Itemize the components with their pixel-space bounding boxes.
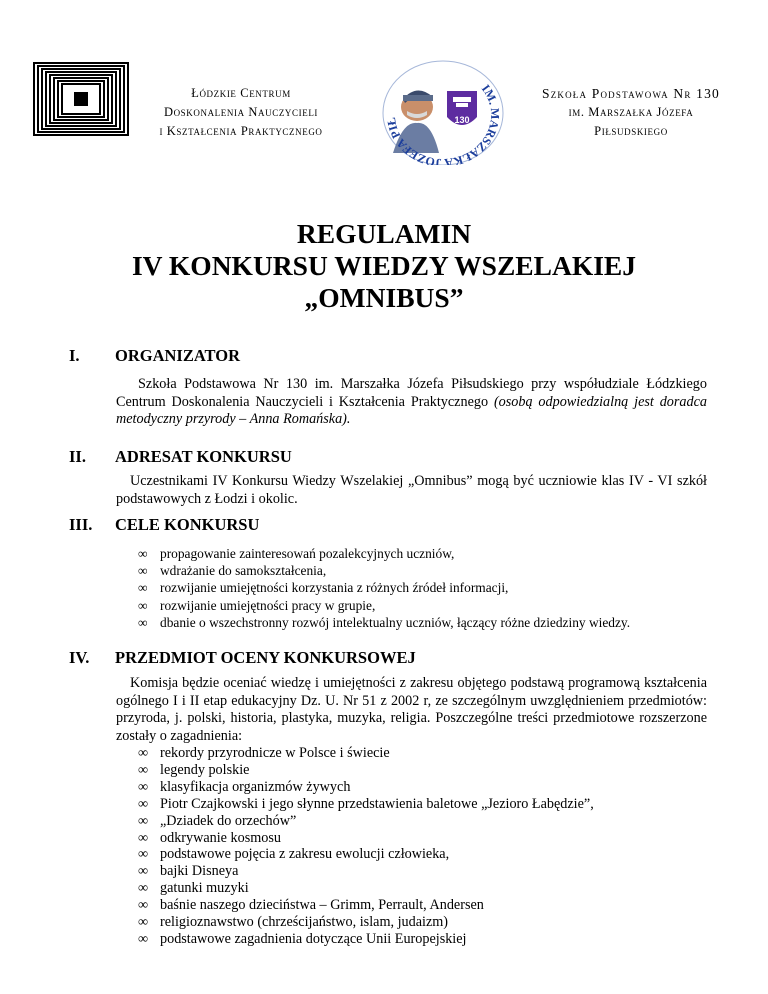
section-title: CELE KONKURSU [115, 515, 260, 534]
school-seal [373, 55, 513, 165]
bullet-icon: ∞ [138, 761, 149, 778]
ldzn-name [110, 84, 372, 141]
list-item: ∞ baśnie naszego dzieciństwa – Grimm, Perrault, Andersen [138, 897, 484, 914]
section-title: PRZEDMIOT OCENY KONKURSOWEJ [115, 648, 416, 667]
school-name-line-2: im. Marszałka Józefa [568, 105, 694, 119]
list-item: ∞ podstawowe zagadnienia dotyczące Unii Europejskiej [138, 930, 467, 947]
bullet-icon: ∞ [138, 930, 149, 947]
ldzn-name-line-1: Łódzkie Centrum [191, 86, 291, 100]
ldzn-name-line-3: i Kształcenia Praktycznego [159, 124, 323, 138]
bullet-icon: ∞ [138, 880, 149, 897]
ldzn-name-line-2: Doskonalenia Nauczycieli [163, 105, 319, 119]
title-line-1: REGULAMIN [296, 218, 472, 249]
svg-text:130: 130 [454, 115, 470, 125]
list-item: ∞ bajki Disneya [138, 863, 239, 880]
bullet-icon: ∞ [138, 614, 148, 630]
list-item: ∞ „Dziadek do orzechów” [138, 812, 297, 829]
organizer-text: Szkoła Podstawowa Nr 130 im. Marszałka Józefa Piłsudskiego przy współudziale Łódzkiego Centrum Doskonalenia Nauczycieli i Kształcenia Praktycznego [116, 376, 707, 410]
seal-ring-text: IM. MARSZAŁKA JÓZEFA PIŁ [383, 81, 503, 165]
bullet-icon: ∞ [138, 914, 149, 931]
section-4-text: Komisja będzie oceniać wiedzę i umiejętności z zakresu objętego podstawą programową kształcenia ogólnego I i II etap edukacyjny Dz. U. Nr 51 z 2002 r, ze szczególnym uwzględnieniem przedmiotów: przyroda, j. polski, historia, plastyka, muzyka, religia. Poszczególne treści przedmiotowe rozszerzone zostały o zagadnienia: [116, 675, 707, 744]
school-name-line-3: Piłsudskiego [594, 124, 668, 138]
list-item: ∞ Piotr Czajkowski i jego słynne przedstawienia baletowe „Jezioro Łabędzie”, [138, 795, 594, 812]
topics-list [138, 745, 594, 948]
school-name-line-1: Szkoła Podstawowa Nr 130 [542, 86, 720, 101]
section-number: III. [69, 515, 93, 534]
organizer-note: (osobą odpowiedzialną jest doradca metodyczny przyrody – Anna Romańska). [116, 393, 708, 427]
list-item: ∞ odkrywanie kosmosu [138, 829, 281, 846]
document-title [0, 218, 768, 314]
school-shield-icon [447, 91, 477, 125]
list-item: ∞ propagowanie zainteresowań pozalekcyjnych uczniów, [138, 546, 455, 561]
list-item: ∞ gatunki muzyki [138, 880, 249, 897]
title-line-2: IV KONKURSU WIEDZY WSZELAKIEJ [131, 250, 637, 281]
bullet-icon: ∞ [138, 829, 149, 846]
bullet-icon: ∞ [138, 580, 148, 596]
bullet-icon: ∞ [138, 778, 149, 795]
bullet-icon: ∞ [138, 597, 148, 613]
section-2-text: Uczestnikami IV Konkursu Wiedzy Wszelakiej „Omnibus” mogą być uczniowie klas IV - VI szkół podstawowych z Łodzi i okolic. [116, 473, 707, 507]
bullet-icon: ∞ [138, 812, 149, 829]
bullet-icon: ∞ [138, 745, 149, 761]
list-item: ∞ rozwijanie umiejętności pracy w grupie, [138, 597, 376, 613]
list-item: ∞ dbanie o wszechstronny rozwój intelektualny uczniów, łączący różne dziedziny wiedzy. [138, 614, 631, 630]
list-item: ∞ rozwijanie umiejętności korzystania z różnych źródeł informacji, [138, 580, 509, 596]
bullet-icon: ∞ [138, 546, 148, 561]
list-item: ∞ klasyfikacja organizmów żywych [138, 778, 351, 795]
bullet-icon: ∞ [138, 795, 149, 812]
section-1-text [116, 376, 707, 429]
goals-list [138, 545, 630, 631]
section-title: ADRESAT KONKURSU [115, 447, 292, 466]
bullet-icon: ∞ [138, 897, 149, 914]
list-item: ∞ legendy polskie [138, 761, 250, 778]
section-number: I. [69, 346, 80, 365]
section-title: ORGANIZATOR [115, 346, 240, 365]
title-line-3: „OMNIBUS” [304, 282, 464, 313]
list-item: ∞ wdrażanie do samokształcenia, [138, 563, 327, 579]
list-item: ∞ podstawowe pojęcia z zakresu ewolucji człowieka, [138, 846, 450, 863]
list-item: ∞ rekordy przyrodnicze w Polsce i świecie [138, 745, 390, 761]
bullet-icon: ∞ [138, 846, 149, 863]
bullet-icon: ∞ [138, 563, 148, 579]
section-number: IV. [69, 648, 90, 667]
section-number: II. [69, 447, 86, 466]
school-name [500, 84, 762, 141]
bullet-icon: ∞ [138, 863, 149, 880]
list-item: ∞ religioznawstwo (chrześcijaństwo, islam, judaizm) [138, 914, 448, 931]
